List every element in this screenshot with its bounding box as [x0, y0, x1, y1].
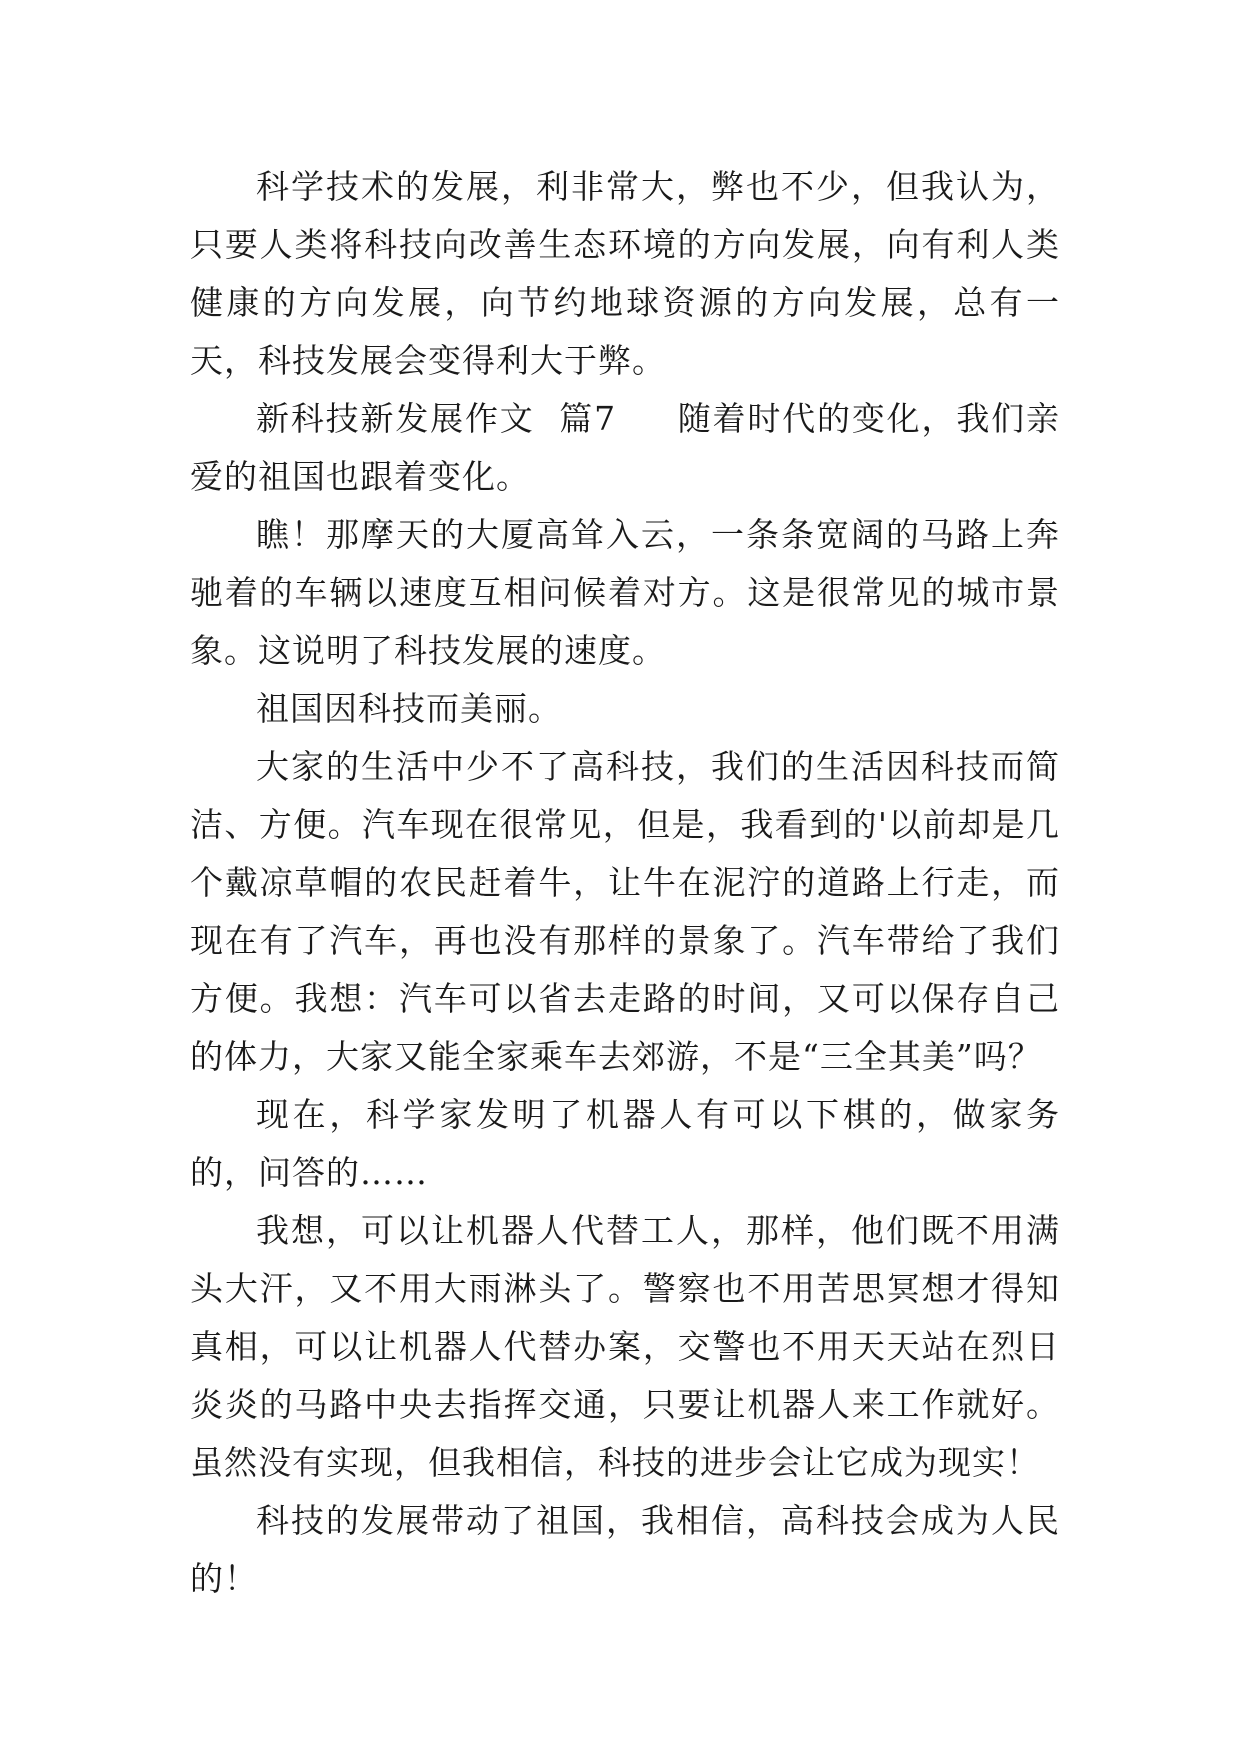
paragraph: 科技的发展带动了祖国，我相信，高科技会成为人民的！ [190, 1501, 1060, 1598]
paragraph: 新科技新发展作文 篇7 随着时代的变化，我们亲爱的祖国也跟着变化。 [190, 399, 1060, 496]
paragraph: 科学技术的发展，利非常大，弊也不少，但我认为，只要人类将科技向改善生态环境的方向发展，向有利人类健康的方向发展，向节约地球资源的方向发展，总有一天，科技发展会变得利大于弊。 [190, 167, 1060, 380]
paragraph: 大家的生活中少不了高科技，我们的生活因科技而简洁、方便。汽车现在很常见，但是，我看到的'以前却是几个戴凉草帽的农民赶着牛，让牛在泥泞的道路上行走，而现在有了汽车，再也没有那样的景象了。汽车带给了我们方便。我想：汽车可以省去走路的时间，又可以保存自己的体力，大家又能全家乘车去郊游，不是“三全其美”吗？ [190, 747, 1060, 1076]
paragraph: 现在，科学家发明了机器人有可以下棋的，做家务的，问答的…… [190, 1095, 1060, 1192]
document-body [190, 158, 1060, 1608]
paragraph: 我想，可以让机器人代替工人，那样，他们既不用满头大汗，又不用大雨淋头了。警察也不用苦思冥想才得知真相，可以让机器人代替办案，交警也不用天天站在烈日炎炎的马路中央去指挥交通，只要让机器人来工作就好。虽然没有实现，但我相信，科技的进步会让它成为现实！ [190, 1211, 1060, 1482]
paragraph: 祖国因科技而美丽。 [256, 689, 562, 728]
paragraph: 瞧！那摩天的大厦高耸入云，一条条宽阔的马路上奔驰着的车辆以速度互相问候着对方。这是很常见的城市景象。这说明了科技发展的速度。 [190, 515, 1060, 670]
